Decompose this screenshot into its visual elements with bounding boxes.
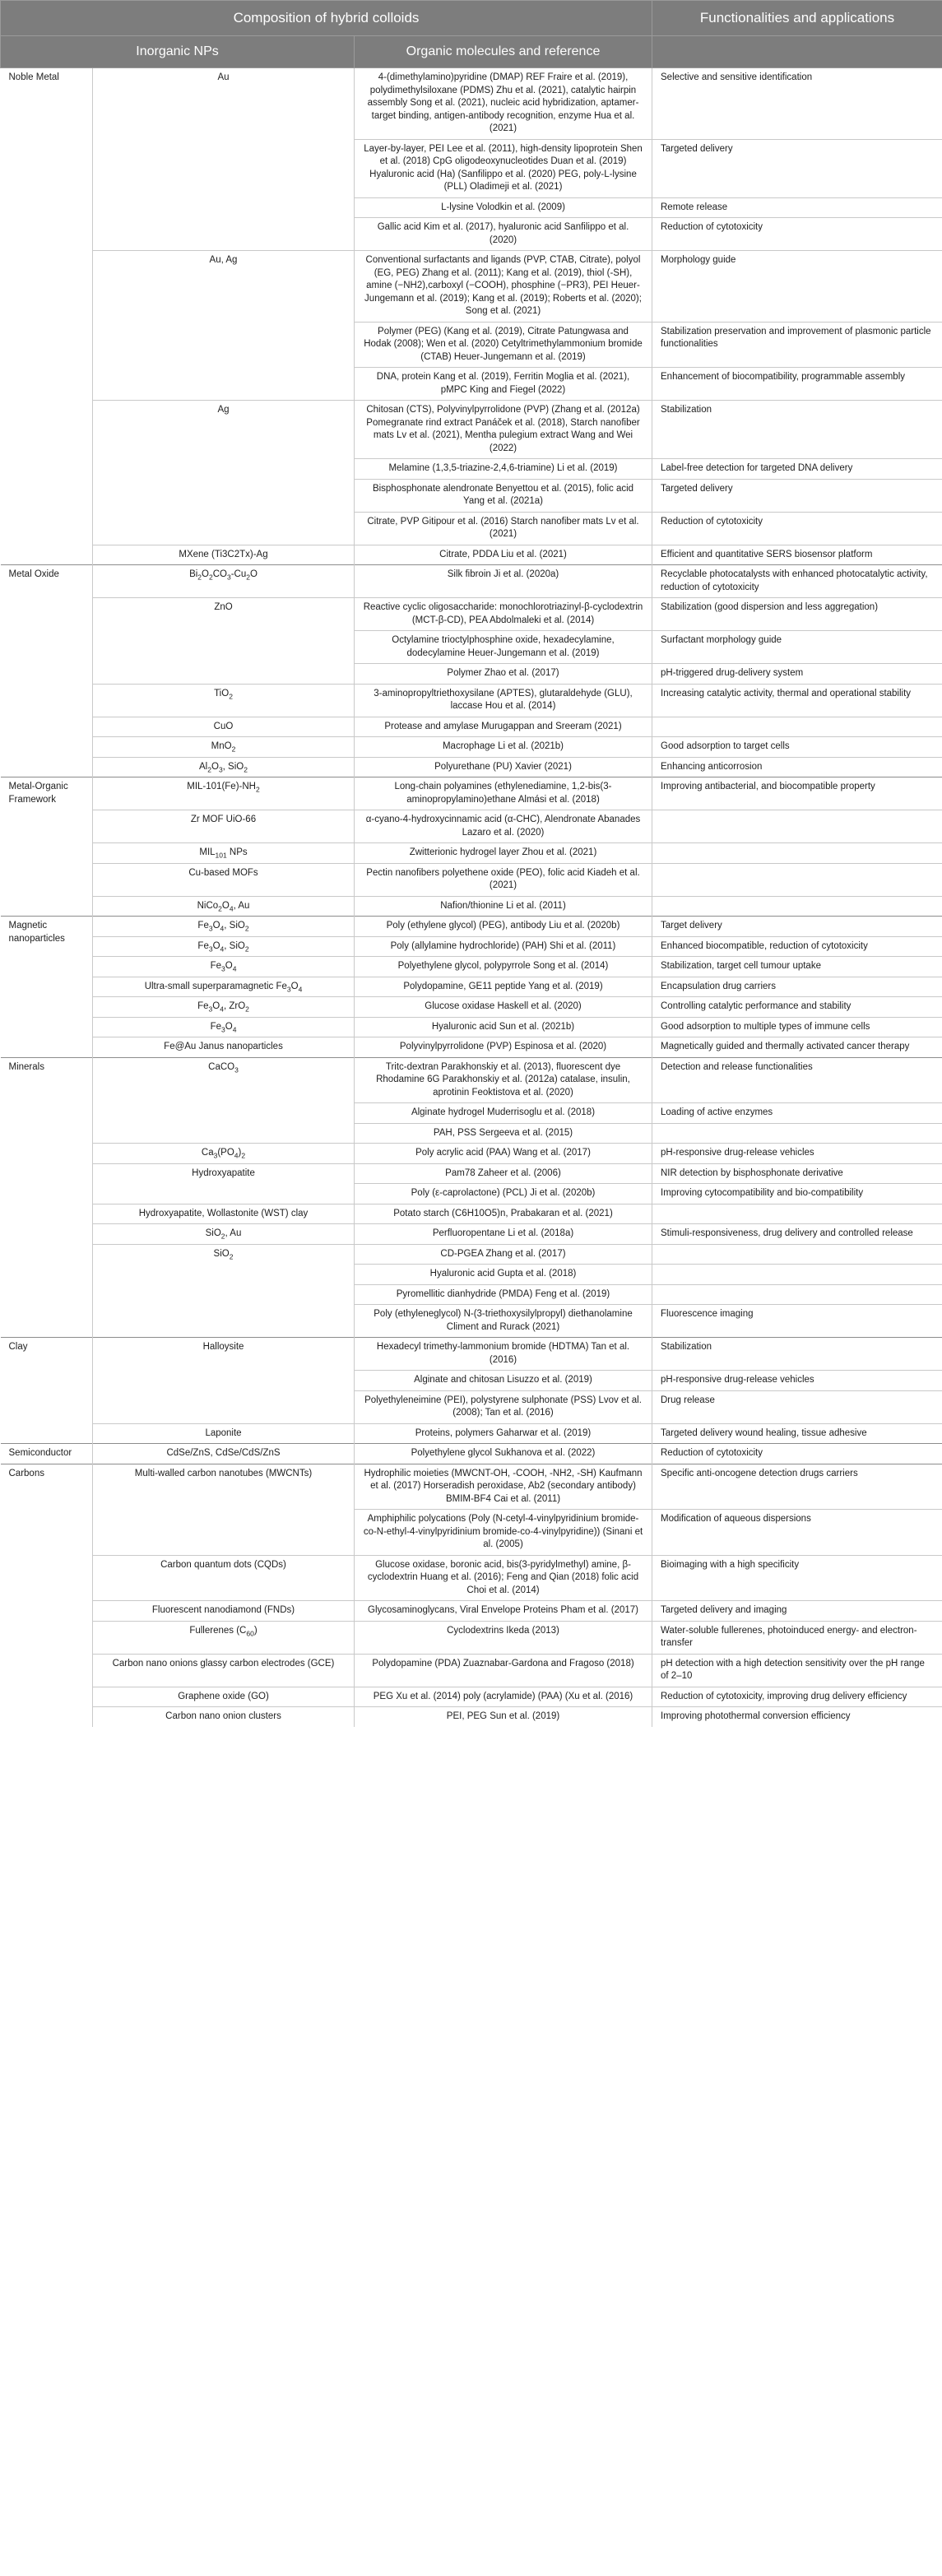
functionality-cell [652,717,942,737]
table-row [1,68,942,140]
organic-reference-cell: Macrophage Li et al. (2021b) [355,737,652,758]
organic-reference-cell: Polydopamine (PDA) Zuaznabar-Gardona and Fragoso (2018) [355,1654,652,1687]
inorganic-np-cell: TiO$_2$ [93,684,355,717]
table-body [1,68,942,1727]
category-cell: Clay [1,1338,93,1444]
table-row [1,1621,942,1654]
organic-reference-cell: Pectin nanofibers polyethene oxide (PEO), folic acid Kiadeh et al. (2021) [355,863,652,896]
inorganic-np-cell: $Fe_3O_4$, SiO$_2$ [93,917,355,937]
organic-reference-cell: Poly (ethyleneglycol) N-(3-triethoxysilylpropyl) diethanolamine Climent and Rurack (2021) [355,1305,652,1338]
table-row [1,565,942,598]
organic-reference-cell: Alginate and chitosan Lisuzzo et al. (2019) [355,1371,652,1391]
organic-reference-cell: Gallic acid Kim et al. (2017), hyaluronic acid Sanfilippo et al. (2020) [355,218,652,251]
organic-reference-cell: L-lysine Volodkin et al. (2009) [355,197,652,218]
organic-reference-cell: Tritc-dextran Parakhonskiy et al. (2013), fluorescent dye Rhodamine 6G Parakhonskiy et al. (2012a) catalase, insulin, aprotinin Feoktistova et al. (2020) [355,1057,652,1103]
inorganic-np-cell: Laponite [93,1423,355,1444]
functionality-cell: Improving antibacterial, and biocompatible property [652,777,942,810]
functionality-cell: Target delivery [652,917,942,937]
inorganic-np-cell: Graphene oxide (GO) [93,1687,355,1707]
header-functionalities: Functionalities and applications [652,1,942,36]
organic-reference-cell: Silk fibroin Ji et al. (2020a) [355,565,652,598]
table-row [1,1037,942,1058]
table-row [1,843,942,864]
functionality-cell: Stabilization [652,1338,942,1371]
functionality-cell: Specific anti-oncogene detection drugs carriers [652,1464,942,1510]
functionality-cell: Stabilization (good dispersion and less aggregation) [652,598,942,631]
organic-reference-cell: Poly (ethylene glycol) (PEG), antibody Liu et al. (2020b) [355,917,652,937]
table-row [1,251,942,323]
organic-reference-cell: Polyurethane (PU) Xavier (2021) [355,757,652,777]
category-cell: Magnetic nanoparticles [1,917,93,1058]
functionality-cell: pH-responsive drug-release vehicles [652,1144,942,1164]
table-row [1,777,942,810]
organic-reference-cell: Alginate hydrogel Muderrisoglu et al. (2018) [355,1103,652,1124]
inorganic-np-cell: MXene (Ti3C2Tx)-Ag [93,545,355,565]
organic-reference-cell: PEG Xu et al. (2014) poly (acrylamide) (PAA) (Xu et al. (2016) [355,1687,652,1707]
organic-reference-cell: Protease and amylase Murugappan and Sreeram (2021) [355,717,652,737]
inorganic-np-cell: CdSe/ZnS, CdSe/CdS/ZnS [93,1444,355,1464]
inorganic-np-cell: Au, Ag [93,251,355,401]
organic-reference-cell: Polymer (PEG) (Kang et al. (2019), Citrate Patungwasa and Hodak (2008); Wen et al. (2020) Cetyltrimethylammonium bromide (CTAB) Heuer-Jungemann et al. (2019) [355,322,652,368]
organic-reference-cell: Polyethylene glycol, polypyrrole Song et al. (2014) [355,957,652,977]
organic-reference-cell: Glucose oxidase, boronic acid, bis(3-pyridylmethyl) amine, β-cyclodextrin Huang et al. (2016); Feng and Qian (2018) folic acid Choi et al. (2014) [355,1555,652,1601]
organic-reference-cell: Poly (ε-caprolactone) (PCL) Ji et al. (2020b) [355,1184,652,1204]
functionality-cell [652,843,942,864]
organic-reference-cell: Poly acrylic acid (PAA) Wang et al. (2017) [355,1144,652,1164]
functionality-cell [652,1265,942,1285]
header-composition: Composition of hybrid colloids [1,1,652,36]
table-row [1,1144,942,1164]
functionality-cell: Enhancement of biocompatibility, programmable assembly [652,368,942,401]
table-row [1,863,942,896]
category-cell: Metal Oxide [1,565,93,777]
organic-reference-cell: Pam78 Zaheer et al. (2006) [355,1163,652,1184]
inorganic-np-cell: Carbon nano onion clusters [93,1707,355,1727]
organic-reference-cell: Melamine (1,3,5-triazine-2,4,6-triamine) Li et al. (2019) [355,459,652,480]
functionality-cell: Stimuli-responsiveness, drug delivery and controlled release [652,1224,942,1245]
functionality-cell: pH detection with a high detection sensitivity over the pH range of 2–10 [652,1654,942,1687]
table-row [1,957,942,977]
organic-reference-cell: Polydopamine, GE11 peptide Yang et al. (2019) [355,977,652,997]
functionality-cell [652,1244,942,1265]
organic-reference-cell: Proteins, polymers Gaharwar et al. (2019) [355,1423,652,1444]
inorganic-np-cell: Hydroxyapatite [93,1163,355,1204]
inorganic-np-cell: Carbon nano onions glassy carbon electrodes (GCE) [93,1654,355,1687]
functionality-cell: Targeted delivery [652,479,942,512]
inorganic-np-cell: Au [93,68,355,251]
functionality-cell: Targeted delivery wound healing, tissue adhesive [652,1423,942,1444]
table-row [1,757,942,777]
organic-reference-cell: DNA, protein Kang et al. (2019), Ferritin Moglia et al. (2021), pMPC King and Fiegel (2022) [355,368,652,401]
functionality-cell: Bioimaging with a high specificity [652,1555,942,1601]
functionality-cell: Loading of active enzymes [652,1103,942,1124]
organic-reference-cell: Amphiphilic polycations (Poly (N-cetyl-4-vinylpyridinium bromide-co-N-ethyl-4-vinylpyridinium bromide-co-4-vinylpyridine)) (Sinani et al. (2005) [355,1510,652,1556]
organic-reference-cell: Potato starch (C6H10O5)n, Prabakaran et al. (2021) [355,1204,652,1224]
table-row [1,936,942,957]
functionality-cell: Improving photothermal conversion efficiency [652,1707,942,1727]
category-cell: Semiconductor [1,1444,93,1464]
organic-reference-cell: Hyaluronic acid Gupta et al. (2018) [355,1265,652,1285]
table-row [1,1707,942,1727]
header-row-sub [1,36,942,68]
functionality-cell [652,1123,942,1144]
organic-reference-cell: Chitosan (CTS), Polyvinylpyrrolidone (PVP) (Zhang et al. (2012a) Pomegranate rind extract Panáček et al. (2018), Starch nanofiber mats Lv et al. (2021), Mentha pulegium extract Wang and Wei (2022) [355,401,652,459]
inorganic-np-cell: Fullerenes $(C_{60})$ [93,1621,355,1654]
organic-reference-cell: Cyclodextrins Ikeda (2013) [355,1621,652,1654]
inorganic-np-cell: MnO$_2$ [93,737,355,758]
organic-reference-cell: Glucose oxidase Haskell et al. (2020) [355,997,652,1018]
inorganic-np-cell: Multi-walled carbon nanotubes (MWCNTs) [93,1464,355,1555]
table-row [1,977,942,997]
functionality-cell: pH-triggered drug-delivery system [652,664,942,685]
functionality-cell: Reduction of cytotoxicity, improving drug delivery efficiency [652,1687,942,1707]
header-inorganic: Inorganic NPs [1,36,355,68]
inorganic-np-cell: SiO$_2$ [93,1244,355,1338]
functionality-cell: NIR detection by bisphosphonate derivative [652,1163,942,1184]
functionality-cell [652,863,942,896]
functionality-cell: Reduction of cytotoxicity [652,512,942,545]
table-row [1,1017,942,1037]
inorganic-np-cell: $Bi_2O_2CO_3-Cu_2O$ [93,565,355,598]
table-row [1,598,942,631]
functionality-cell: Selective and sensitive identification [652,68,942,140]
inorganic-np-cell: Ag [93,401,355,545]
table-row [1,401,942,459]
inorganic-np-cell: Fluorescent nanodiamond (FNDs) [93,1601,355,1622]
inorganic-np-cell: CaCO$_3$ [93,1057,355,1144]
functionality-cell: Fluorescence imaging [652,1305,942,1338]
functionality-cell: pH-responsive drug-release vehicles [652,1371,942,1391]
functionality-cell: Encapsulation drug carriers [652,977,942,997]
organic-reference-cell: Polyvinylpyrrolidone (PVP) Espinosa et al. (2020) [355,1037,652,1058]
table-row [1,997,942,1018]
inorganic-np-cell: Halloysite [93,1338,355,1424]
functionality-cell [652,896,942,917]
table-row [1,1204,942,1224]
table-row [1,1423,942,1444]
table-row [1,896,942,917]
category-cell: Minerals [1,1057,93,1338]
table-row [1,810,942,843]
functionality-cell: Magnetically guided and thermally activated cancer therapy [652,1037,942,1058]
functionality-cell: Controlling catalytic performance and stability [652,997,942,1018]
organic-reference-cell: Nafion/thionine Li et al. (2011) [355,896,652,917]
organic-reference-cell: Conventional surfactants and ligands (PVP, CTAB, Citrate), polyol (EG, PEG) Zhang et al. (2011); Kang et al. (2019), thiol (-SH), amine (−NH2),carboxyl (−COOH), phosphine (−PR3), PEI Heuer-Jungemann et al. (2019); Kang et al. (2019); Roberts et al. (2020); Song et al. (2021) [355,251,652,323]
table-row [1,1601,942,1622]
inorganic-np-cell: $NiCo_2O_4$, Au [93,896,355,917]
table-row [1,684,942,717]
inorganic-np-cell: $Al_2O_3$, SiO$_2$ [93,757,355,777]
functionality-cell: Remote release [652,197,942,218]
functionality-cell: Efficient and quantitative SERS biosensor platform [652,545,942,565]
organic-reference-cell: α-cyano-4-hydroxycinnamic acid (α-CHC), Alendronate Abanades Lazaro et al. (2020) [355,810,652,843]
organic-reference-cell: CD-PGEA Zhang et al. (2017) [355,1244,652,1265]
organic-reference-cell: Hyaluronic acid Sun et al. (2021b) [355,1017,652,1037]
header-organic: Organic molecules and reference [355,36,652,68]
functionality-cell: Reduction of cytotoxicity [652,1444,942,1464]
inorganic-np-cell: $Fe_3O_4$ [93,1017,355,1037]
functionality-cell: Improving cytocompatibility and bio-compatibility [652,1184,942,1204]
functionality-cell: Recyclable photocatalysts with enhanced photocatalytic activity, reduction of cytotoxicity [652,565,942,598]
functionality-cell: Modification of aqueous dispersions [652,1510,942,1556]
inorganic-np-cell: CuO [93,717,355,737]
header-row-top [1,1,942,36]
organic-reference-cell: Hexadecyl trimethy-lammonium bromide (HDTMA) Tan et al. (2016) [355,1338,652,1371]
table-row [1,1244,942,1265]
inorganic-np-cell: $Fe_3O_4$ [93,957,355,977]
header-functionalities-sub [652,36,942,68]
inorganic-np-cell: Fe@Au Janus nanoparticles [93,1037,355,1058]
organic-reference-cell: Layer-by-layer, PEI Lee et al. (2011), high-density lipoprotein Shen et al. (2018) CpG oligodeoxynucleotides Duan et al. (2019) Hyaluronic acid (Ha) (Sanfilippo et al. (2020) PEG, poly-L-lysine (PLL) Oladimeji et al. (2021) [355,139,652,197]
functionality-cell: Water-soluble fullerenes, photoinduced energy- and electron-transfer [652,1621,942,1654]
organic-reference-cell: Polyethylene glycol Sukhanova et al. (2022) [355,1444,652,1464]
functionality-cell: Targeted delivery [652,139,942,197]
inorganic-np-cell: Cu-based MOFs [93,863,355,896]
functionality-cell: Surfactant morphology guide [652,631,942,664]
table-row [1,917,942,937]
table-row [1,1687,942,1707]
inorganic-np-cell: $Ca_3(PO_4)_2$ [93,1144,355,1164]
functionality-cell [652,1204,942,1224]
functionality-cell: Reduction of cytotoxicity [652,218,942,251]
organic-reference-cell: Polyethyleneimine (PEI), polystyrene sulphonate (PSS) Lvov et al. (2008); Tan et al. (2016) [355,1390,652,1423]
functionality-cell: Label-free detection for targeted DNA delivery [652,459,942,480]
organic-reference-cell: Reactive cyclic oligosaccharide: monochlorotriazinyl-β-cyclodextrin (MCT-β-CD), PEA Abdolmaleki et al. (2014) [355,598,652,631]
table-row [1,545,942,565]
organic-reference-cell: Hydrophilic moieties (MWCNT-OH, -COOH, -NH2, -SH) Kaufmann et al. (2017) Horseradish peroxidase, Ab2 (secondary antibody) BMIM-BF4 Cai et al. (2011) [355,1464,652,1510]
functionality-cell: Targeted delivery and imaging [652,1601,942,1622]
table-row [1,1444,942,1464]
table-row [1,1163,942,1184]
organic-reference-cell: Octylamine trioctylphosphine oxide, hexadecylamine, dodecylamine Heuer-Jungemann et al. (2019) [355,631,652,664]
functionality-cell: Stabilization preservation and improvement of plasmonic particle functionalities [652,322,942,368]
organic-reference-cell: Citrate, PVP Gitipour et al. (2016) Starch nanofiber mats Lv et al. (2021) [355,512,652,545]
functionality-cell: Morphology guide [652,251,942,323]
functionality-cell: Drug release [652,1390,942,1423]
organic-reference-cell: Zwitterionic hydrogel layer Zhou et al. (2021) [355,843,652,864]
organic-reference-cell: Glycosaminoglycans, Viral Envelope Proteins Pham et al. (2017) [355,1601,652,1622]
organic-reference-cell: 4-(dimethylamino)pyridine (DMAP) REF Fraire et al. (2019), polydimethylsiloxane (PDMS) Zhu et al. (2021), catalytic hairpin assembly Song et al. (2021), nucleic acid hybridization, aptamer-target binding, antigen-antibody recognition, enzyme Hua et al. (2021) [355,68,652,140]
functionality-cell [652,810,942,843]
inorganic-np-cell: SiO$_2$, Au [93,1224,355,1245]
category-cell: Carbons [1,1464,93,1727]
organic-reference-cell: PEI, PEG Sun et al. (2019) [355,1707,652,1727]
inorganic-np-cell: Zr MOF UiO-66 [93,810,355,843]
inorganic-np-cell: Carbon quantum dots (CQDs) [93,1555,355,1601]
functionality-cell: Enhanced biocompatible, reduction of cytotoxicity [652,936,942,957]
functionality-cell: Increasing catalytic activity, thermal and operational stability [652,684,942,717]
organic-reference-cell: 3-aminopropyltriethoxysilane (APTES), glutaraldehyde (GLU), laccase Hou et al. (2014) [355,684,652,717]
table-row [1,1654,942,1687]
inorganic-np-cell: Ultra-small superparamagnetic $Fe_3O_4$ [93,977,355,997]
functionality-cell: Detection and release functionalities [652,1057,942,1103]
organic-reference-cell: Long-chain polyamines (ethylenediamine, 1,2-bis(3-aminopropylamino)ethane Almási et al. (2018) [355,777,652,810]
table-row [1,1338,942,1371]
functionality-cell: Stabilization [652,401,942,459]
inorganic-np-cell: ZnO [93,598,355,685]
table-row [1,1464,942,1510]
table-row [1,1224,942,1245]
inorganic-np-cell: $Fe_3O_4$, ZrO$_2$ [93,997,355,1018]
functionality-cell: Good adsorption to multiple types of immune cells [652,1017,942,1037]
organic-reference-cell: Pyromellitic dianhydride (PMDA) Feng et al. (2019) [355,1284,652,1305]
table-row [1,1555,942,1601]
inorganic-np-cell: $Fe_3O_4$, SiO$_2$ [93,936,355,957]
organic-reference-cell: PAH, PSS Sergeeva et al. (2015) [355,1123,652,1144]
category-cell: Metal-Organic Framework [1,777,93,917]
inorganic-np-cell: MIL-$101(Fe)-NH_2$ [93,777,355,810]
organic-reference-cell: Bisphosphonate alendronate Benyettou et al. (2015), folic acid Yang et al. (2021a) [355,479,652,512]
functionality-cell: Stabilization, target cell tumour uptake [652,957,942,977]
organic-reference-cell: Perfluoropentane Li et al. (2018a) [355,1224,652,1245]
table-row [1,717,942,737]
inorganic-np-cell: Hydroxyapatite, Wollastonite (WST) clay [93,1204,355,1224]
table-row [1,737,942,758]
organic-reference-cell: Polymer Zhao et al. (2017) [355,664,652,685]
functionality-cell: Enhancing anticorrosion [652,757,942,777]
organic-reference-cell: Poly (allylamine hydrochloride) (PAH) Shi et al. (2011) [355,936,652,957]
table-row [1,1057,942,1103]
category-cell: Noble Metal [1,68,93,565]
inorganic-np-cell: $MIL_{101}$ NPs [93,843,355,864]
functionality-cell: Good adsorption to target cells [652,737,942,758]
organic-reference-cell: Citrate, PDDA Liu et al. (2021) [355,545,652,565]
functionality-cell [652,1284,942,1305]
